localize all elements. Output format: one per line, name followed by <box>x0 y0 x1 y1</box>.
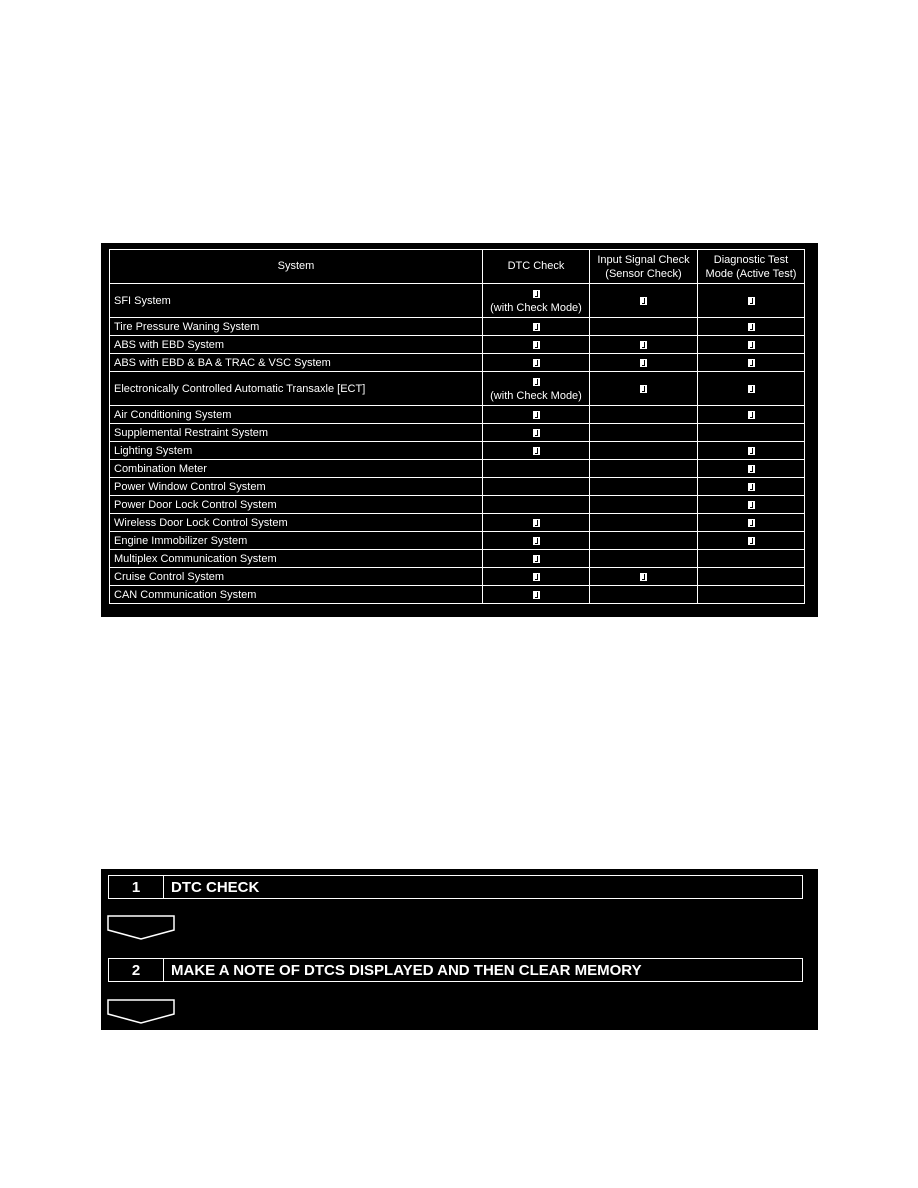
checkbox-icon <box>748 465 755 473</box>
system-name-cell <box>110 354 483 372</box>
system-name: Combination Meter <box>114 462 207 475</box>
system-name-cell <box>110 372 483 406</box>
checkbox-icon <box>533 555 540 563</box>
system-name-cell <box>110 532 483 550</box>
checkbox-icon <box>748 385 755 393</box>
system-name-cell <box>110 496 483 514</box>
header-diag-line2: Mode (Active Test) <box>705 267 797 280</box>
diag-cell <box>698 586 805 604</box>
header-dtc-check <box>483 250 590 284</box>
diag-cell <box>698 550 805 568</box>
table-row <box>110 336 805 354</box>
system-name: SFI System <box>114 294 171 307</box>
system-name: Electronically Controlled Automatic Transaxle [ECT] <box>114 382 366 395</box>
system-name: Air Conditioning System <box>114 408 232 421</box>
diag-cell <box>698 336 805 354</box>
input-cell <box>590 496 698 514</box>
system-name-cell <box>110 406 483 424</box>
checkbox-icon <box>748 483 755 491</box>
diag-cell <box>698 406 805 424</box>
checkbox-icon <box>640 573 647 581</box>
header-diag-line1: Diagnostic Test <box>713 253 789 266</box>
system-name: Wireless Door Lock Control System <box>114 516 288 529</box>
checkbox-icon <box>533 341 540 349</box>
system-name-cell <box>110 550 483 568</box>
system-name-cell <box>110 442 483 460</box>
system-name: Engine Immobilizer System <box>114 534 248 547</box>
table-row <box>110 586 805 604</box>
steps-panel <box>101 869 818 1030</box>
checkbox-icon <box>533 378 540 386</box>
system-name-cell <box>110 460 483 478</box>
table-row <box>110 424 805 442</box>
checkbox-icon <box>533 591 540 599</box>
next-step-arrow-icon[interactable] <box>107 915 175 941</box>
step-number: 2 <box>109 959 164 981</box>
checkbox-icon <box>533 573 540 581</box>
system-name: Power Door Lock Control System <box>114 498 277 511</box>
header-system <box>110 250 483 284</box>
dtc-cell <box>483 478 590 496</box>
system-name-cell <box>110 284 483 318</box>
input-cell <box>590 424 698 442</box>
system-name: Tire Pressure Waning System <box>114 320 260 333</box>
diag-cell <box>698 478 805 496</box>
checkbox-icon <box>748 519 755 527</box>
checkbox-icon <box>748 501 755 509</box>
checkbox-icon <box>533 519 540 527</box>
system-name: Multiplex Communication System <box>114 552 277 565</box>
system-name-cell <box>110 424 483 442</box>
input-cell <box>590 406 698 424</box>
header-input-line2: (Sensor Check) <box>605 267 682 280</box>
check-mode-note: (with Check Mode) <box>490 301 582 314</box>
input-cell <box>590 460 698 478</box>
system-name-cell <box>110 568 483 586</box>
diag-cell <box>698 354 805 372</box>
checkbox-icon <box>640 359 647 367</box>
system-name: Cruise Control System <box>114 570 225 583</box>
checkbox-icon <box>748 359 755 367</box>
step-title: MAKE A NOTE OF DTCS DISPLAYED AND THEN CLEAR MEMORY <box>171 961 642 979</box>
table-row <box>110 318 805 336</box>
table-row <box>110 372 805 406</box>
dtc-cell <box>483 460 590 478</box>
input-cell <box>590 514 698 532</box>
input-cell <box>590 568 698 586</box>
table-row <box>110 568 805 586</box>
diag-cell <box>698 318 805 336</box>
system-name: ABS with EBD & BA & TRAC & VSC System <box>114 356 331 369</box>
checkbox-icon <box>533 447 540 455</box>
checkbox-icon <box>748 297 755 305</box>
diag-cell <box>698 424 805 442</box>
table-row <box>110 478 805 496</box>
input-cell <box>590 284 698 318</box>
check-mode-note: (with Check Mode) <box>490 389 582 402</box>
diag-cell <box>698 372 805 406</box>
checkbox-icon <box>533 359 540 367</box>
checkbox-icon <box>640 385 647 393</box>
dtc-cell <box>483 568 590 586</box>
system-name-cell <box>110 586 483 604</box>
checkbox-icon <box>748 341 755 349</box>
system-name-cell <box>110 336 483 354</box>
header-input-signal-check <box>590 250 698 284</box>
table-body <box>110 284 805 604</box>
system-name-cell <box>110 514 483 532</box>
checkbox-icon <box>748 447 755 455</box>
dtc-cell <box>483 406 590 424</box>
system-name: CAN Communication System <box>114 588 257 601</box>
checkbox-icon <box>533 411 540 419</box>
table-row <box>110 550 805 568</box>
diag-cell <box>698 442 805 460</box>
dtc-cell <box>483 550 590 568</box>
system-check-table-panel <box>101 243 818 617</box>
system-name: Supplemental Restraint System <box>114 426 269 439</box>
step-number: 1 <box>109 876 164 898</box>
table-row <box>110 354 805 372</box>
system-name: Power Window Control System <box>114 480 266 493</box>
system-name-cell <box>110 318 483 336</box>
diag-cell <box>698 514 805 532</box>
next-step-arrow-icon[interactable] <box>107 999 175 1025</box>
diag-cell <box>698 568 805 586</box>
checkbox-icon <box>533 323 540 331</box>
checkbox-icon <box>640 341 647 349</box>
dtc-cell <box>483 336 590 354</box>
table-row <box>110 460 805 478</box>
input-cell <box>590 478 698 496</box>
checkbox-icon <box>748 411 755 419</box>
dtc-cell <box>483 372 590 406</box>
header-input-line1: Input Signal Check <box>597 253 690 266</box>
table-row <box>110 284 805 318</box>
table-row <box>110 532 805 550</box>
table-row <box>110 514 805 532</box>
input-cell <box>590 586 698 604</box>
checkbox-icon <box>640 297 647 305</box>
header-dtc-label: DTC Check <box>507 260 565 272</box>
step-1-bar <box>108 875 803 899</box>
step-title: DTC CHECK <box>171 878 260 896</box>
dtc-cell <box>483 514 590 532</box>
header-diagnostic-test-mode <box>698 250 805 284</box>
checkbox-icon <box>748 537 755 545</box>
dtc-cell <box>483 284 590 318</box>
input-cell <box>590 318 698 336</box>
input-cell <box>590 532 698 550</box>
input-cell <box>590 336 698 354</box>
input-cell <box>590 550 698 568</box>
diag-cell <box>698 496 805 514</box>
table-row <box>110 442 805 460</box>
checkbox-icon <box>533 429 540 437</box>
input-cell <box>590 372 698 406</box>
diag-cell <box>698 460 805 478</box>
dtc-cell <box>483 424 590 442</box>
dtc-cell <box>483 354 590 372</box>
system-name: ABS with EBD System <box>114 338 225 351</box>
input-cell <box>590 354 698 372</box>
dtc-cell <box>483 532 590 550</box>
step-2-bar <box>108 958 803 982</box>
table-row <box>110 406 805 424</box>
system-name: Lighting System <box>114 444 193 457</box>
diag-cell <box>698 284 805 318</box>
dtc-cell <box>483 318 590 336</box>
dtc-cell <box>483 442 590 460</box>
system-name-cell <box>110 478 483 496</box>
checkbox-icon <box>533 537 540 545</box>
checkbox-icon <box>748 323 755 331</box>
input-cell <box>590 442 698 460</box>
system-check-table <box>109 249 805 604</box>
dtc-cell <box>483 586 590 604</box>
table-header-row <box>110 250 805 284</box>
table-row <box>110 496 805 514</box>
header-system-label: System <box>277 260 315 272</box>
checkbox-icon <box>533 290 540 298</box>
diag-cell <box>698 532 805 550</box>
dtc-cell <box>483 496 590 514</box>
